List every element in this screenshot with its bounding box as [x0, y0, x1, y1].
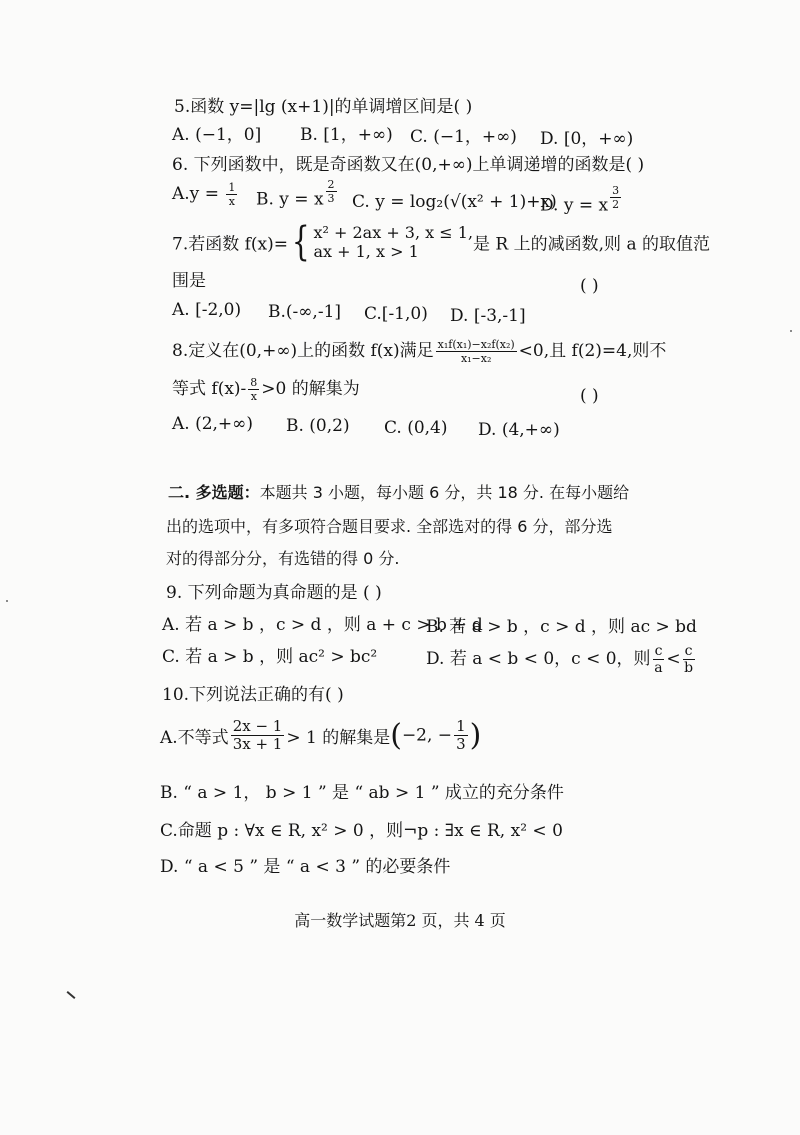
- section2-line3: 对的得部分分，有选错的得 0 分.: [166, 549, 400, 568]
- q10-stem: 10.下列说法正确的有( ): [162, 685, 344, 705]
- q10-a-interval-num: 1: [456, 717, 466, 735]
- q10-option-b: B. “ a > 1， b > 1 ” 是 “ ab > 1 ” 成立的充分条件: [160, 783, 564, 803]
- q8-fraction: [436, 339, 517, 364]
- q10-a-open-paren: (: [390, 718, 402, 753]
- q6-option-b: [256, 178, 339, 211]
- q10-option-c: C.命题 p : ∀x ∈ R, x² > 0 ，则¬p : ∃x ∈ R, x² < 0: [160, 821, 563, 841]
- q9-option-d: [426, 644, 697, 675]
- q9-stem: 9. 下列命题为真命题的是 ( ): [166, 583, 382, 603]
- q7-suffix: 是 R 上的减函数,则 a 的取值范: [473, 234, 710, 255]
- q6-stem: 6. 下列函数中，既是奇函数又在(0,+∞)上单调递增的函数是( ): [172, 155, 645, 175]
- q9-d-num-1: c: [654, 643, 663, 659]
- q10-a-interval-den: 3: [456, 735, 466, 753]
- q7-case-2: ax + 1, x > 1: [313, 242, 419, 261]
- q8-prefix: 8.定义在(0,+∞)上的函数 f(x)满足: [172, 341, 434, 361]
- q8-line2-suffix: >0 的解集为: [261, 379, 360, 399]
- q6-b-label: B. y = x: [256, 189, 324, 210]
- q8-answer-paren: ( ): [580, 386, 599, 406]
- q7-answer-paren: ( ): [580, 276, 599, 296]
- q10-a-interval-prefix: −2, −: [401, 725, 453, 746]
- q7-option-b: B.(-∞,-1]: [268, 302, 342, 322]
- q10-a-den: 3x + 1: [232, 735, 283, 753]
- q7-option-a: A. [-2,0): [172, 300, 242, 320]
- q6-option-d: [540, 184, 623, 217]
- q10-a-num: 2x − 1: [232, 717, 283, 735]
- section2-instructions-1: 本题共 3 小题，每小题 6 分，共 18 分. 在每小题给: [259, 483, 630, 502]
- q8-option-d: D. (4,+∞): [478, 420, 560, 440]
- section2-heading: 二. 多选题：: [168, 483, 260, 502]
- q6-d-exp-den: 2: [612, 198, 620, 212]
- q8-stem-line2: [172, 374, 360, 402]
- q8-option-b: B. (0,2): [286, 416, 350, 436]
- q8-option-a: A. (2,+∞): [172, 414, 253, 434]
- scan-mark: [67, 991, 76, 999]
- q6-option-a: [172, 182, 239, 207]
- q8-frac-num: x₁f(x₁)−x₂f(x₂): [437, 338, 515, 351]
- q8-line2-prefix: 等式 f(x)-: [172, 379, 247, 399]
- q6-b-exp-num: 2: [327, 178, 335, 192]
- scan-dot: [790, 330, 792, 332]
- q7-option-c: C.[-1,0): [364, 304, 428, 324]
- page-footer: 高一数学试题第2 页，共 4 页: [294, 911, 506, 930]
- scan-dot: [6, 600, 8, 602]
- q6-a-num: 1: [228, 181, 236, 194]
- q8-line2-num: 8: [250, 376, 258, 389]
- q7-option-d: D. [-3,-1]: [450, 306, 526, 326]
- q10-option-a: [160, 718, 481, 753]
- q9-d-prefix: D. 若 a < b < 0，c < 0，则: [426, 649, 651, 669]
- section2-line1: [168, 480, 629, 503]
- q5-option-d: D. [0，+∞): [540, 129, 634, 149]
- q10-a-interval-fraction: [454, 719, 468, 752]
- q10-a-close-paren: ): [469, 718, 482, 753]
- q10-option-d: D. “ a < 5 ” 是 “ a < 3 ” 的必要条件: [160, 857, 451, 877]
- q6-a-den: x: [228, 195, 235, 208]
- q6-b-exp-den: 3: [327, 192, 335, 206]
- q10-a-middle: > 1 的解集是: [286, 728, 391, 748]
- q7-stem: [172, 219, 710, 265]
- q5-option-a: A. (−1，0]: [172, 125, 262, 145]
- q8-suffix: <0,且 f(2)=4,则不: [518, 341, 667, 361]
- q9-d-less-than: <: [666, 649, 681, 669]
- q10-a-prefix: A.不等式: [160, 728, 229, 748]
- q6-d-exponent: [610, 185, 621, 210]
- q6-b-exponent: [326, 179, 337, 204]
- q5-stem: 5.函数 y=|lg (x+1)|的单调增区间是( ): [174, 97, 473, 117]
- q5-option-b: B. [1，+∞): [300, 125, 393, 145]
- q9-d-den-2: b: [684, 660, 694, 676]
- q9-d-fraction-1: [653, 644, 665, 675]
- q9-d-num-2: c: [684, 643, 693, 659]
- q6-d-exp-num: 3: [612, 184, 620, 198]
- q6-option-c: C. y = log₂(√(x² + 1)+x): [352, 192, 557, 212]
- q8-line2-den: x: [250, 390, 257, 403]
- q9-d-den-1: a: [654, 660, 663, 676]
- q9-option-b: B. 若 a > b ，c > d ，则 ac > bd: [426, 617, 697, 637]
- q8-stem: [172, 336, 666, 364]
- q6-d-label: D. y = x: [540, 195, 609, 216]
- q7-case-1: x² + 2ax + 3, x ≤ 1,: [313, 223, 474, 242]
- q7-piecewise: [313, 223, 473, 261]
- q7-stem-line2: 围是: [172, 271, 206, 291]
- q9-d-fraction-2: [683, 644, 695, 675]
- q7-prefix: 7.若函数 f(x)=: [172, 234, 289, 255]
- q7-left-brace: {: [291, 219, 310, 265]
- q9-option-c: C. 若 a > b ，则 ac² > bc²: [162, 647, 378, 667]
- q8-frac-den: x₁−x₂: [460, 352, 492, 365]
- q8-option-c: C. (0,4): [384, 418, 448, 438]
- q10-a-fraction: [231, 719, 285, 752]
- q5-option-c: C. (−1，+∞): [410, 127, 517, 147]
- q8-line2-fraction: [248, 377, 259, 402]
- q6-a-fraction: [226, 182, 237, 207]
- q6-a-label: A.y =: [172, 184, 225, 204]
- section2-line2: 出的选项中，有多项符合题目要求. 全部选对的得 6 分，部分选: [166, 517, 613, 536]
- q9-option-a: A. 若 a > b ，c > d ，则 a + c > b + d: [162, 615, 483, 635]
